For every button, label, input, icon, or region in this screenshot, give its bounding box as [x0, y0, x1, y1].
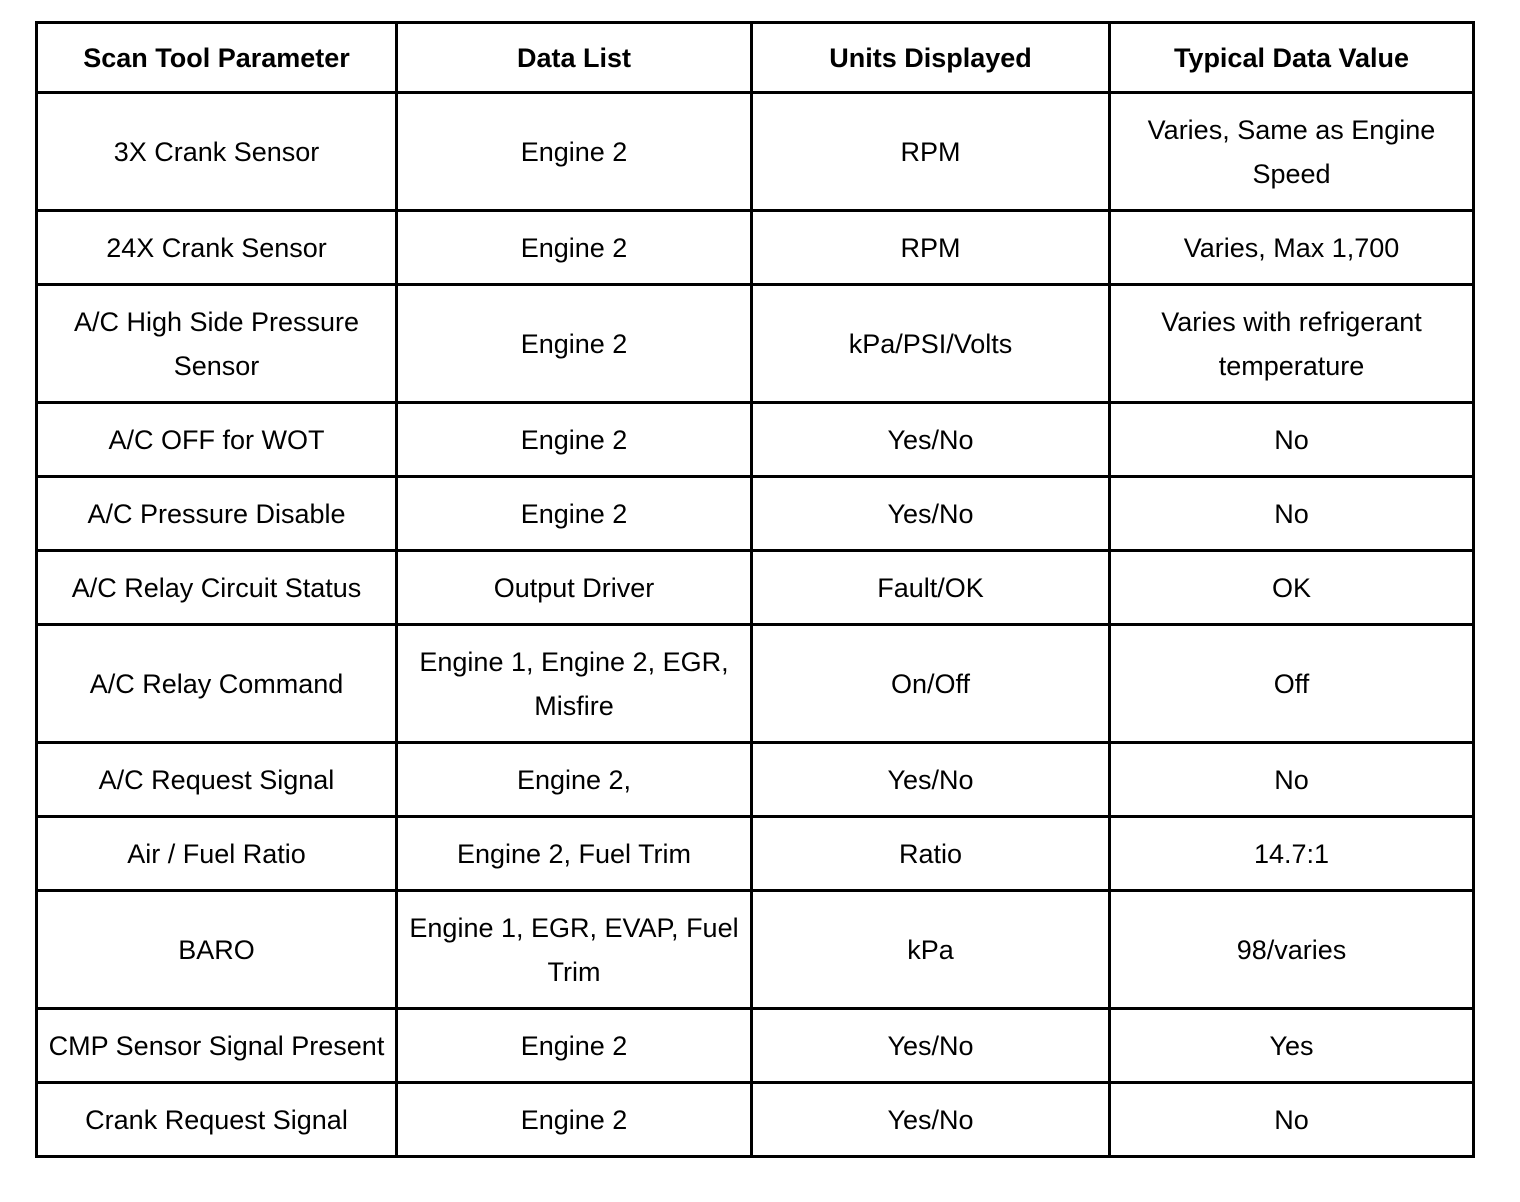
data-list-cell: Engine 1, EGR, EVAP, Fuel Trim — [397, 891, 752, 1009]
units-cell: kPa — [752, 891, 1110, 1009]
parameter-cell: CMP Sensor Signal Present — [37, 1009, 397, 1083]
units-cell: kPa/PSI/Volts — [752, 285, 1110, 403]
table-row — [37, 285, 1474, 403]
parameter-cell: A/C Request Signal — [37, 743, 397, 817]
typical-value-cell: 98/varies — [1110, 891, 1474, 1009]
table-row — [37, 817, 1474, 891]
data-list-cell: Engine 2 — [397, 285, 752, 403]
units-cell: On/Off — [752, 625, 1110, 743]
parameter-cell: Crank Request Signal — [37, 1083, 397, 1157]
header-typical-data-value: Typical Data Value — [1110, 23, 1474, 93]
scan-tool-data-table — [35, 21, 1475, 1158]
typical-value-cell: No — [1110, 1083, 1474, 1157]
units-cell: RPM — [752, 211, 1110, 285]
header-scan-tool-parameter: Scan Tool Parameter — [37, 23, 397, 93]
table-row — [37, 477, 1474, 551]
header-units-displayed: Units Displayed — [752, 23, 1110, 93]
typical-value-cell: Varies with refrigerant temperature — [1110, 285, 1474, 403]
table-row — [37, 211, 1474, 285]
table-row — [37, 551, 1474, 625]
data-list-cell: Engine 2 — [397, 93, 752, 211]
typical-value-cell: Off — [1110, 625, 1474, 743]
table-row — [37, 1083, 1474, 1157]
typical-value-cell: Varies, Same as Engine Speed — [1110, 93, 1474, 211]
data-list-cell: Engine 1, Engine 2, EGR, Misfire — [397, 625, 752, 743]
table-row — [37, 1009, 1474, 1083]
table-header-row — [37, 23, 1474, 93]
units-cell: RPM — [752, 93, 1110, 211]
typical-value-cell: 14.7:1 — [1110, 817, 1474, 891]
parameter-cell: A/C Pressure Disable — [37, 477, 397, 551]
table-row — [37, 93, 1474, 211]
data-list-cell: Engine 2 — [397, 1009, 752, 1083]
parameter-cell: 3X Crank Sensor — [37, 93, 397, 211]
table-row — [37, 743, 1474, 817]
parameter-cell: A/C Relay Command — [37, 625, 397, 743]
typical-value-cell: No — [1110, 743, 1474, 817]
units-cell: Yes/No — [752, 1083, 1110, 1157]
typical-value-cell: No — [1110, 403, 1474, 477]
units-cell: Fault/OK — [752, 551, 1110, 625]
data-list-cell: Engine 2 — [397, 211, 752, 285]
typical-value-cell: OK — [1110, 551, 1474, 625]
units-cell: Yes/No — [752, 1009, 1110, 1083]
parameter-cell: BARO — [37, 891, 397, 1009]
data-list-cell: Engine 2 — [397, 477, 752, 551]
data-list-cell: Engine 2, Fuel Trim — [397, 817, 752, 891]
parameter-cell: 24X Crank Sensor — [37, 211, 397, 285]
data-list-cell: Engine 2 — [397, 403, 752, 477]
parameter-cell: A/C High Side Pressure Sensor — [37, 285, 397, 403]
data-list-cell: Engine 2 — [397, 1083, 752, 1157]
header-data-list: Data List — [397, 23, 752, 93]
table-row — [37, 403, 1474, 477]
units-cell: Yes/No — [752, 403, 1110, 477]
units-cell: Ratio — [752, 817, 1110, 891]
units-cell: Yes/No — [752, 743, 1110, 817]
units-cell: Yes/No — [752, 477, 1110, 551]
typical-value-cell: No — [1110, 477, 1474, 551]
parameter-cell: A/C OFF for WOT — [37, 403, 397, 477]
data-list-cell: Engine 2, — [397, 743, 752, 817]
typical-value-cell: Varies, Max 1,700 — [1110, 211, 1474, 285]
table-row — [37, 625, 1474, 743]
data-list-cell: Output Driver — [397, 551, 752, 625]
parameter-cell: Air / Fuel Ratio — [37, 817, 397, 891]
parameter-cell: A/C Relay Circuit Status — [37, 551, 397, 625]
table-row — [37, 891, 1474, 1009]
typical-value-cell: Yes — [1110, 1009, 1474, 1083]
